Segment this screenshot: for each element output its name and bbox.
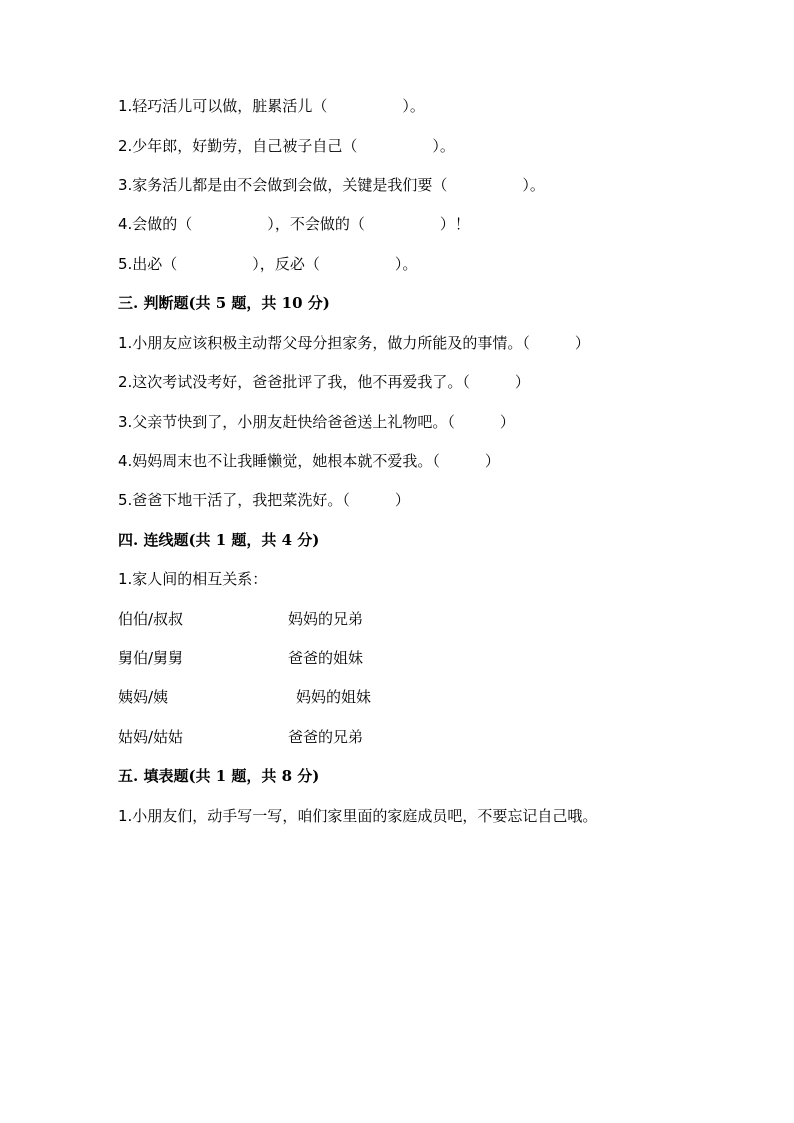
match-right-2: 爸爸的姐妹: [288, 649, 364, 667]
fill-blank-item-5: 5.出必（ ），反必（ ）。: [118, 255, 418, 273]
fill-blank-item-3: 3.家务活儿都是由不会做到会做，关键是我们要（ ）。: [118, 176, 545, 194]
match-heading: 四. 连线题(共 1 题，共 4 分): [118, 531, 320, 549]
judge-item-4: 4.妈妈周末也不让我睡懒觉，她根本就不爱我。（ ）: [118, 452, 500, 470]
table-fill-question: 1.小朋友们，动手写一写，咱们家里面的家庭成员吧，不要忘记自己哦。: [118, 807, 598, 825]
fill-blank-item-4: 4.会做的（ ），不会做的（ ）！: [118, 215, 470, 233]
judge-item-5: 5.爸爸下地干活了，我把菜洗好。（ ）: [118, 491, 410, 509]
fill-blank-item-1: 1.轻巧活儿可以做，脏累活儿（ ）。: [118, 97, 425, 115]
match-right-1: 妈妈的兄弟: [288, 610, 364, 628]
table-fill-heading: 五. 填表题(共 1 题，共 8 分): [118, 767, 320, 785]
fill-blank-item-2: 2.少年郎，好勤劳，自己被子自己（ ）。: [118, 137, 455, 155]
match-question: 1.家人间的相互关系：: [118, 570, 268, 588]
judge-item-3: 3.父亲节快到了，小朋友赶快给爸爸送上礼物吧。（ ）: [118, 413, 515, 431]
match-right-4: 爸爸的兄弟: [288, 728, 364, 746]
match-right-3: 妈妈的姐妹: [296, 688, 372, 706]
judge-item-1: 1.小朋友应该积极主动帮父母分担家务，做力所能及的事情。（ ）: [118, 334, 590, 352]
match-left-4: 姑妈/姑姑: [118, 728, 184, 746]
judge-item-2: 2.这次考试没考好，爸爸批评了我，他不再爱我了。（ ）: [118, 373, 530, 391]
match-left-2: 舅伯/舅舅: [118, 649, 184, 667]
match-left-1: 伯伯/叔叔: [118, 610, 184, 628]
judge-heading: 三. 判断题(共 5 题，共 10 分): [118, 294, 330, 312]
match-left-3: 姨妈/姨: [118, 688, 169, 706]
